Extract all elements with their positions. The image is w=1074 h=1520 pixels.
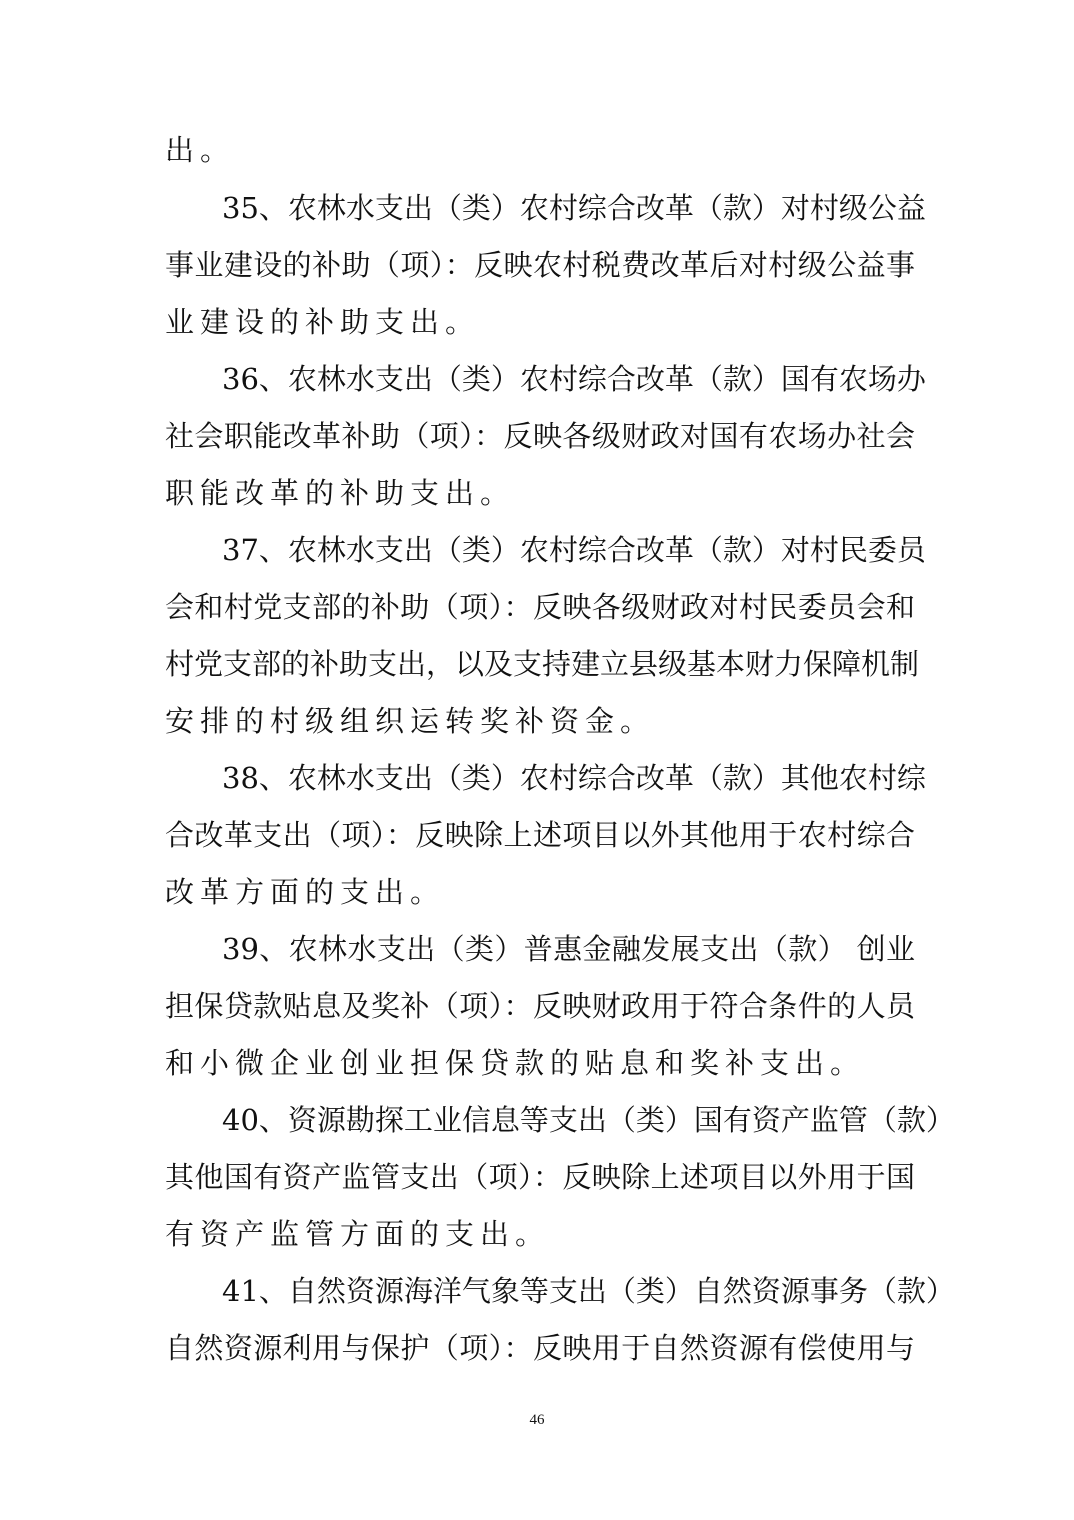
text-line: 40、资源勘探工业信息等支出（类）国有资产监管（款） [222, 1103, 955, 1137]
text-line: 其他国有资产监管支出（项）：反映除上述项目以外用于国 [165, 1160, 915, 1194]
text-line: 37、农林水支出（类）农村综合改革（款）对村民委员 [222, 533, 926, 567]
text-line: 36、农林水支出（类）农村综合改革（款）国有农场办 [222, 362, 926, 396]
text-line: 担保贷款贴息及奖补（项）：反映财政用于符合条件的人员 [165, 989, 915, 1023]
text-line: 职能改革的补助支出。 [165, 476, 516, 510]
text-line: 41、自然资源海洋气象等支出（类）自然资源事务（款） [222, 1274, 955, 1308]
page-number: 46 [529, 1412, 545, 1428]
text-line: 改革方面的支出。 [165, 875, 446, 909]
text-line: 事业建设的补助（项）：反映农村税费改革后对村级公益事 [165, 248, 915, 282]
text-line: 35、农林水支出（类）农村综合改革（款）对村级公益 [222, 191, 926, 225]
text-line: 安排的村级组织运转奖补资金。 [165, 704, 656, 738]
text-line: 会和村党支部的补助（项）：反映各级财政对村民委员会和 [165, 590, 915, 624]
text-line: 业建设的补助支出。 [165, 305, 481, 339]
text-line: 38、农林水支出（类）农村综合改革（款）其他农村综 [222, 761, 926, 795]
text-line: 自然资源利用与保护（项）：反映用于自然资源有偿使用与 [165, 1331, 915, 1365]
text-line: 39、农林水支出（类）普惠金融发展支出（款） 创业 [222, 932, 915, 966]
text-line: 有资产监管方面的支出。 [165, 1217, 551, 1251]
text-line: 社会职能改革补助（项）：反映各级财政对国有农场办社会 [165, 419, 915, 453]
text-line: 村党支部的补助支出，以及支持建立县级基本财力保障机制 [165, 647, 920, 681]
text-line: 出。 [165, 133, 236, 167]
text-line: 合改革支出（项）：反映除上述项目以外其他用于农村综合 [165, 818, 915, 852]
text-line: 和小微企业创业担保贷款的贴息和奖补支出。 [165, 1046, 866, 1080]
